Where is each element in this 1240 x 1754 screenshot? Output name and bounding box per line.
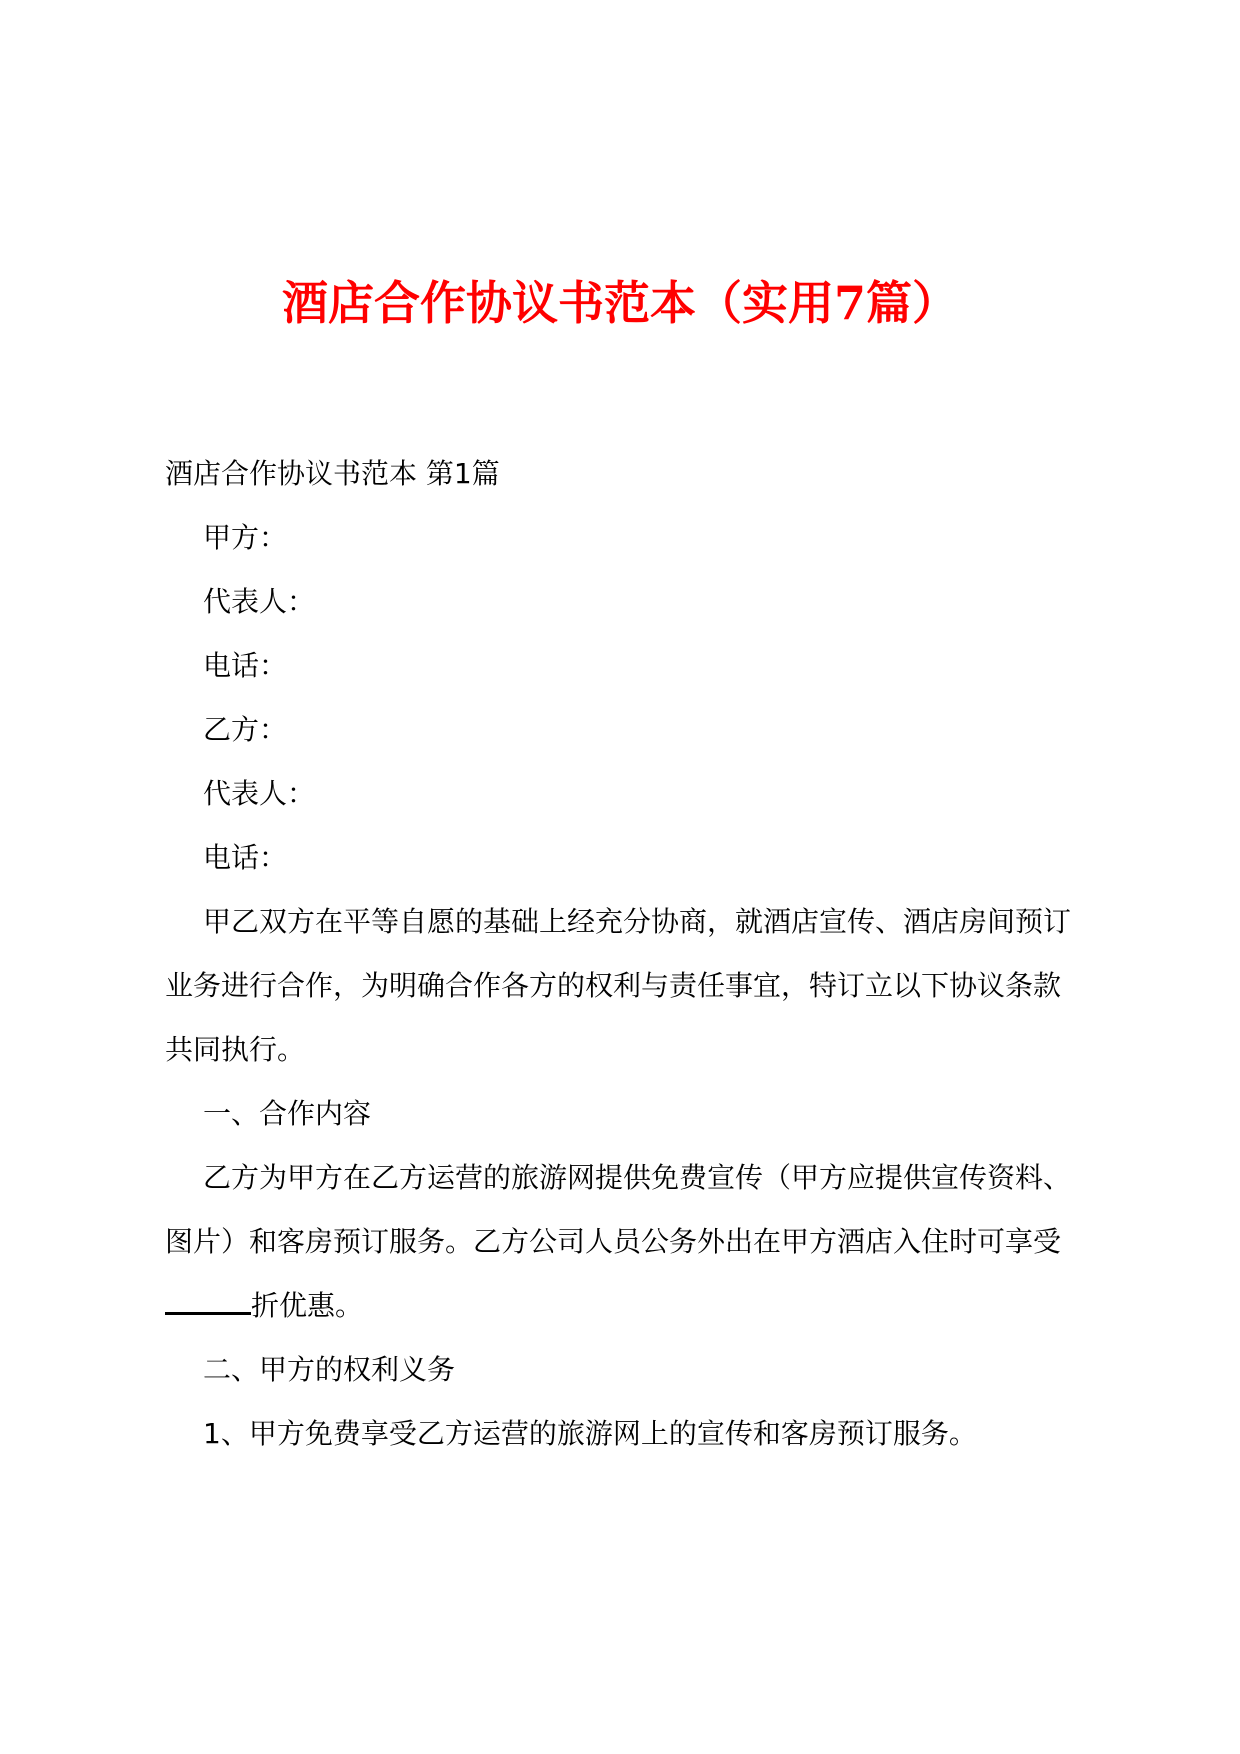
- discount-blank-line: [165, 1286, 251, 1315]
- section-2-heading: 二、甲方的权利义务: [203, 1353, 456, 1386]
- document-body: [165, 506, 1085, 1466]
- section-2-item-1: 1、甲方免费享受乙方运营的旅游网上的宣传和客房预订服务。: [203, 1417, 977, 1450]
- party-b-label: 乙方：: [203, 713, 288, 746]
- section-1-paragraph: [165, 1146, 1085, 1338]
- section-1-text: 乙方为甲方在乙方运营的旅游网提供免费宣传（甲方应提供宣传资料、图片）和客房预订服务。乙方公司人员公务外出在甲方酒店入住时可享受: [165, 1161, 1072, 1258]
- intro-paragraph: 甲乙双方在平等自愿的基础上经充分协商，就酒店宣传、酒店房间预订业务进行合作，为明确合作各方的权利与责任事宜，特订立以下协议条款共同执行。: [165, 905, 1072, 1066]
- party-b-representative-label: 代表人：: [203, 777, 316, 810]
- party-a-label: 甲方：: [203, 521, 288, 554]
- party-a-phone-label: 电话：: [203, 649, 288, 682]
- party-b-phone-label: 电话：: [203, 841, 288, 874]
- document-title: 酒店合作协议书范本（实用7篇）: [281, 276, 958, 330]
- section-1-text-end: 折优惠。: [251, 1289, 364, 1322]
- section-1-heading: 一、合作内容: [203, 1097, 372, 1130]
- document-subtitle: 酒店合作协议书范本 第1篇: [165, 457, 500, 490]
- party-a-representative-label: 代表人：: [203, 585, 316, 618]
